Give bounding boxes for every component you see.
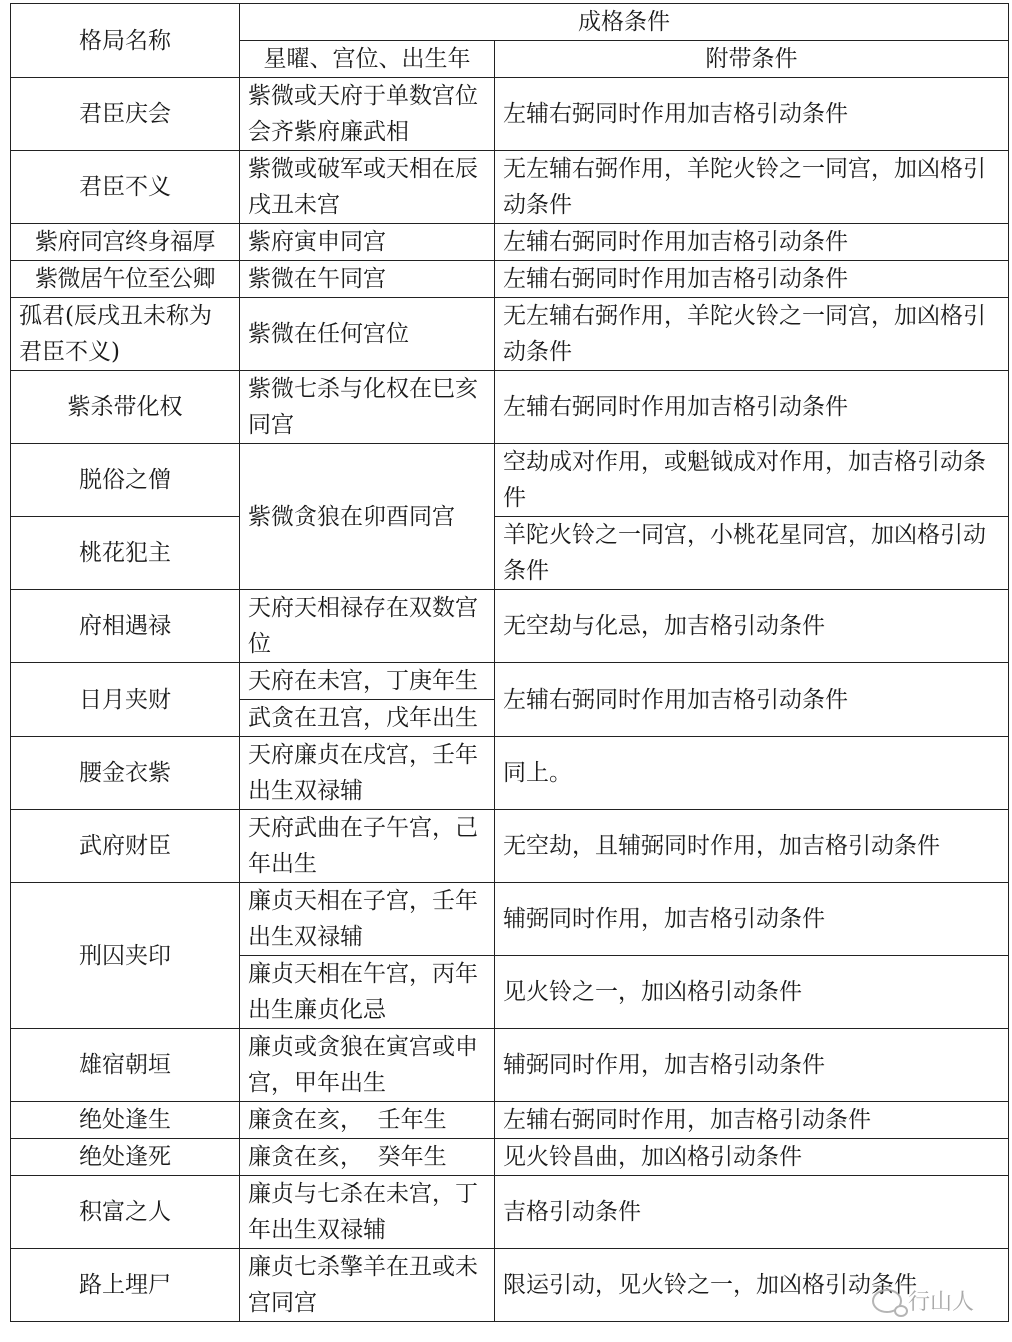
pattern-name: 脱俗之僧 <box>11 444 240 517</box>
pattern-stars: 紫府寅申同宫 <box>240 224 495 261</box>
pattern-name: 绝处逢死 <box>11 1139 240 1176</box>
table-row <box>11 151 1009 224</box>
table-row <box>11 224 1009 261</box>
pattern-stars: 廉贞天相在子宫，壬年出生双禄辅 <box>240 883 495 956</box>
pattern-extra: 空劫成对作用，或魁钺成对作用，加吉格引动条件 <box>495 444 1009 517</box>
pattern-stars: 廉贪在亥， 壬年生 <box>240 1102 495 1139</box>
table-row <box>11 298 1009 371</box>
pattern-extra: 左辅右弼同时作用加吉格引动条件 <box>495 78 1009 151</box>
pattern-extra: 左辅右弼同时作用，加吉格引动条件 <box>495 1102 1009 1139</box>
header-stars: 星曜、宫位、出生年 <box>240 41 495 78</box>
pattern-name: 桃花犯主 <box>11 517 240 590</box>
pattern-stars: 廉贪在亥， 癸年生 <box>240 1139 495 1176</box>
pattern-extra: 左辅右弼同时作用加吉格引动条件 <box>495 663 1009 737</box>
pattern-stars: 紫微贪狼在卯酉同宫 <box>240 444 495 590</box>
pattern-name: 府相遇禄 <box>11 590 240 663</box>
pattern-extra: 见火铃昌曲，加凶格引动条件 <box>495 1139 1009 1176</box>
pattern-extra: 吉格引动条件 <box>495 1176 1009 1249</box>
table-row <box>11 1029 1009 1102</box>
pattern-name: 绝处逢生 <box>11 1102 240 1139</box>
pattern-name: 君臣庆会 <box>11 78 240 151</box>
table-row <box>11 883 1009 956</box>
pattern-extra: 羊陀火铃之一同宫，小桃花星同宫，加凶格引动条件 <box>495 517 1009 590</box>
pattern-stars: 紫微在任何宫位 <box>240 298 495 371</box>
pattern-extra: 限运引动，见火铃之一，加凶格引动条件 <box>495 1249 1009 1322</box>
pattern-stars: 廉贞七杀擎羊在丑或未宫同宫 <box>240 1249 495 1322</box>
pattern-extra: 辅弼同时作用，加吉格引动条件 <box>495 883 1009 956</box>
header-name: 格局名称 <box>11 4 240 78</box>
table-row <box>11 737 1009 810</box>
pattern-name: 紫微居午位至公卿 <box>11 261 240 298</box>
pattern-extra: 无空劫，且辅弼同时作用，加吉格引动条件 <box>495 810 1009 883</box>
table-row <box>11 1102 1009 1139</box>
table-row <box>11 590 1009 663</box>
pattern-name: 积富之人 <box>11 1176 240 1249</box>
pattern-stars: 廉贞天相在午宫，丙年出生廉贞化忌 <box>240 956 495 1029</box>
pattern-stars: 廉贞或贪狼在寅宫或申宫，甲年出生 <box>240 1029 495 1102</box>
pattern-table <box>10 3 1009 1322</box>
pattern-name: 孤君(辰戌丑未称为君臣不义) <box>11 298 240 371</box>
watermark <box>872 1285 974 1316</box>
pattern-name: 路上埋尸 <box>11 1249 240 1322</box>
pattern-stars: 天府廉贞在戌宫，壬年出生双禄辅 <box>240 737 495 810</box>
pattern-name: 腰金衣紫 <box>11 737 240 810</box>
pattern-extra: 无空劫与化忌，加吉格引动条件 <box>495 590 1009 663</box>
header-extra: 附带条件 <box>495 41 1009 78</box>
pattern-name: 紫府同宫终身福厚 <box>11 224 240 261</box>
pattern-extra: 左辅右弼同时作用加吉格引动条件 <box>495 261 1009 298</box>
watermark-text: 行山人 <box>907 1290 974 1315</box>
table-row <box>11 1249 1009 1322</box>
pattern-stars: 廉贞与七杀在未宫，丁年出生双禄辅 <box>240 1176 495 1249</box>
table-row <box>11 444 1009 517</box>
pattern-extra: 无左辅右弼作用，羊陀火铃之一同宫，加凶格引动条件 <box>495 298 1009 371</box>
pattern-extra: 左辅右弼同时作用加吉格引动条件 <box>495 371 1009 444</box>
table-row <box>11 1176 1009 1249</box>
pattern-stars: 武贪在丑宫，戊年出生 <box>240 700 495 737</box>
table-row <box>11 1139 1009 1176</box>
pattern-name: 日月夹财 <box>11 663 240 737</box>
pattern-stars: 紫微或天府于单数宫位会齐紫府廉武相 <box>240 78 495 151</box>
pattern-name: 雄宿朝垣 <box>11 1029 240 1102</box>
pattern-extra: 见火铃之一，加凶格引动条件 <box>495 956 1009 1029</box>
pattern-stars: 紫微七杀与化权在巳亥同宫 <box>240 371 495 444</box>
pattern-stars: 天府在未宫，丁庚年生 <box>240 663 495 700</box>
pattern-extra: 辅弼同时作用，加吉格引动条件 <box>495 1029 1009 1102</box>
pattern-name: 武府财臣 <box>11 810 240 883</box>
table-row <box>11 663 1009 700</box>
header-conditions: 成格条件 <box>240 4 1009 41</box>
pattern-stars: 紫微或破军或天相在辰戌丑未宫 <box>240 151 495 224</box>
pattern-name: 刑囚夹印 <box>11 883 240 1029</box>
wechat-icon <box>872 1289 902 1313</box>
pattern-stars: 天府武曲在子午宫，己年出生 <box>240 810 495 883</box>
table-row <box>11 810 1009 883</box>
pattern-extra: 无左辅右弼作用，羊陀火铃之一同宫，加凶格引动条件 <box>495 151 1009 224</box>
table-row <box>11 517 1009 590</box>
table-row <box>11 261 1009 298</box>
header-row <box>11 4 1009 41</box>
pattern-extra: 左辅右弼同时作用加吉格引动条件 <box>495 224 1009 261</box>
pattern-stars: 天府天相禄存在双数宫位 <box>240 590 495 663</box>
pattern-extra: 同上。 <box>495 737 1009 810</box>
pattern-stars: 紫微在午同宫 <box>240 261 495 298</box>
pattern-name: 紫杀带化权 <box>11 371 240 444</box>
table-row <box>11 371 1009 444</box>
table-row <box>11 78 1009 151</box>
pattern-name: 君臣不义 <box>11 151 240 224</box>
